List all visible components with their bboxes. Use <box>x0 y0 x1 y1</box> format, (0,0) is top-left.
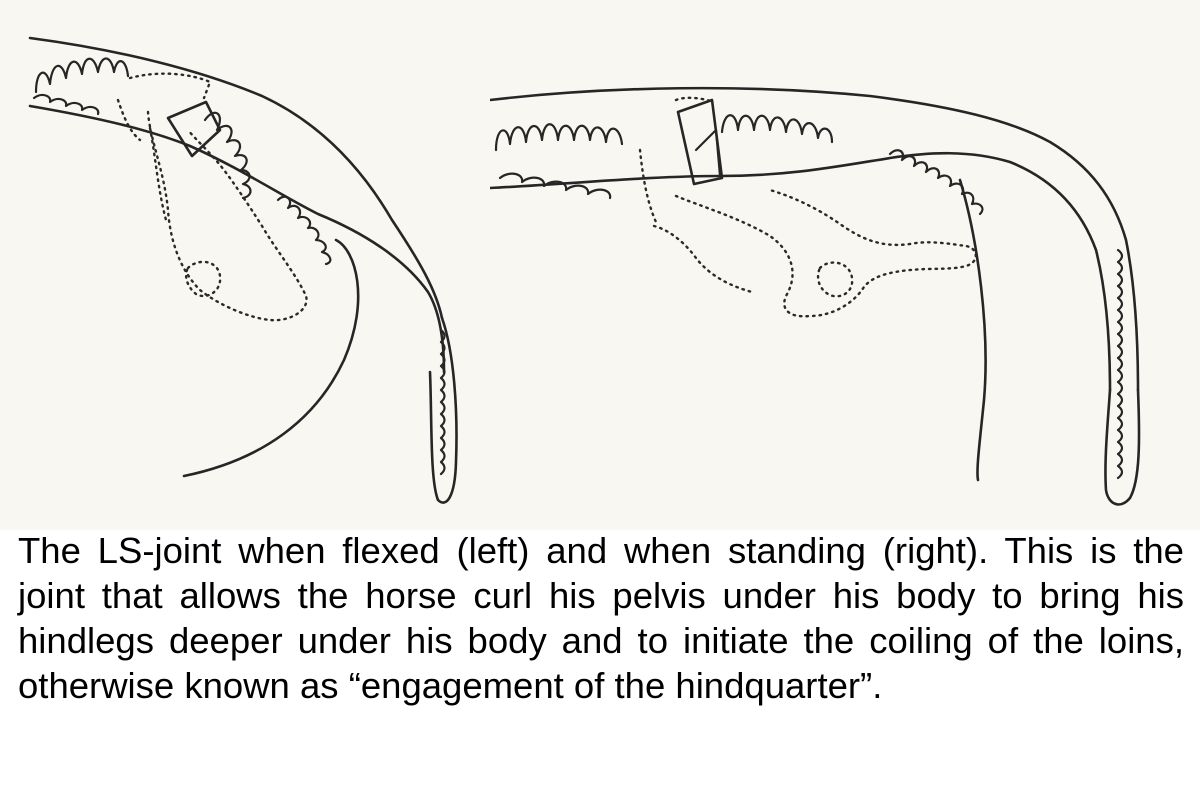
standing-horse-spine-sketch-icon <box>490 0 1200 530</box>
flexed-horse-spine-sketch-icon <box>0 0 490 530</box>
figure-caption: The LS-joint when flexed (left) and when standing (right). This is the joint that allows the horse curl his pelvis under his body to bring his hindlegs deeper under his body and to initiate the coiling of the loins, otherwise known as “engagement of the hindquarter”. <box>18 530 1184 706</box>
standing-ls-joint-drawing <box>490 0 1200 530</box>
flexed-ls-joint-drawing <box>0 0 490 530</box>
